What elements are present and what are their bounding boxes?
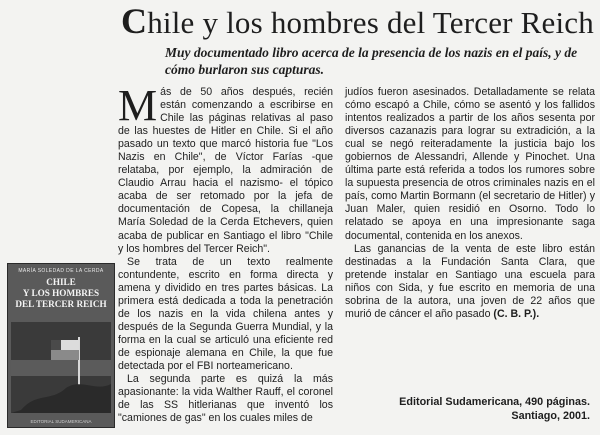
- cover-title-line: DEL TERCER REICH: [15, 299, 107, 309]
- headline-initial: C: [121, 1, 148, 41]
- cover-title: [10, 277, 112, 310]
- cover-author: MARÍA SOLEDAD DE LA CERDA: [18, 268, 104, 274]
- dropcap: M: [118, 81, 158, 130]
- paragraph-continued: judíos fueron asesinados. Detalladamente se relata cómo escapó a Chile, cómo se asentó y los fallidos intentos realizados a partir de los años sesenta por diversos cazanazis para lograr su extradición, a la cual se negó reiteradamente la justicia bajo los gobiernos de Alessandri, Allende y Pinochet. Una última parte está referida a todos los rumores sobre la supuesta presencia de otros criminales nazis en el país, como Martin Bormann (el secretario de Hitler) y Juan Maler, quien residió en Osorno. Todo lo relatado se apoya en una impresionante saga documental, contenida en los anexos.: [345, 86, 595, 242]
- paragraph: Se trata de un texto realmente contundente, escrito en forma directa y amena y dividido en tres partes básicas. La primera está dedicada a toda la penetración de los nazis en la vida chilena antes y después de la Segunda Guerra Mundial, y la forma en la cual se articuló una eficiente red de espionaje alemana en Chile, la que fue detectada por el FBI norteamericano.: [118, 255, 333, 372]
- colophon: [345, 395, 590, 423]
- headline: [120, 2, 595, 42]
- publisher-info: Editorial Sudamericana, 490 páginas.: [399, 396, 590, 408]
- cover-illustration: [11, 322, 111, 413]
- article-column-right: [345, 86, 595, 321]
- article-column-left: [118, 81, 333, 425]
- paragraph: La segunda parte es quizá la más apasionante: la vida Walther Rauff, el coronel de las SS hitlerianas que inventó los "camiones de gas" en los cuales miles de: [118, 373, 333, 425]
- paragraph: [118, 81, 333, 256]
- paragraph-text: Las ganancias de la venta de este libro están destinadas a la Fundación Santa Clara, que pretende instalar en Santiago una escuela para niños con Sida, y fue escrito en memoria de una sobrina de la autora, una joven de 22 años que murió de cáncer el año pasado: [345, 242, 595, 320]
- subtitle: Muy documentado libro acerca de la presencia de los nazis en el país, y de cómo burlaron sus capturas.: [165, 45, 578, 77]
- paragraph-text: ás de 50 años después, recién están comenzando a escribirse en Chile las páginas relativas al paso de las huestes de Hitler en Chile. Si el año pasado un texto que marcó historia fue "Los Nazis en Chile", de Víctor Farías -que relataba, por ejemplo, la admiración de Claudio Arrau hacia el nazismo- el tópico acaba de ser retomado por la jefa de documentación de Copesa, la chillaneja María Soledad de la Cerda Etchevers, quien acaba de publicar en Santiago el libro "Chile y los hombres del Tercer Reich".: [118, 86, 333, 255]
- book-cover-image: [7, 263, 115, 428]
- paragraph: [345, 243, 595, 321]
- cover-title-line: CHILE: [46, 277, 76, 287]
- cover-publisher: EDITORIAL SUDAMERICANA: [30, 419, 92, 424]
- flag-icon: [11, 322, 111, 413]
- cover-title-line: Y LOS HOMBRES: [22, 288, 100, 298]
- publication-place-year: Santiago, 2001.: [511, 410, 590, 422]
- author-initials: (C. B. P.).: [493, 307, 540, 320]
- headline-rest: hile y los hombres del Tercer Reich: [147, 5, 594, 40]
